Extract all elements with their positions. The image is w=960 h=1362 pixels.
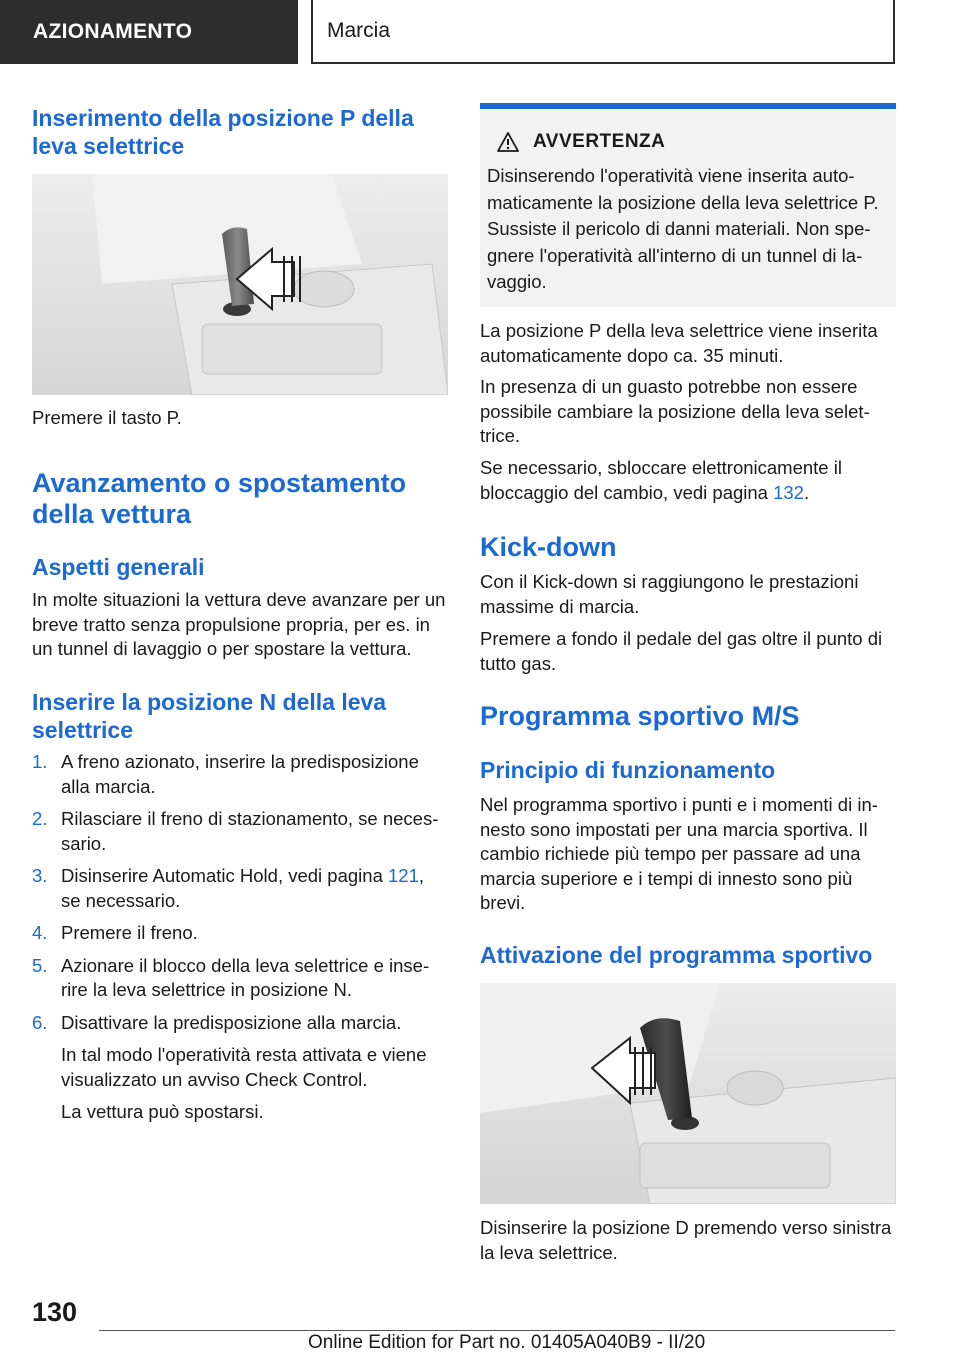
- heading-sport-program: Programma sportivo M/S: [480, 701, 800, 731]
- caption-sport: Disinserire la posizione D premendo verso sinistra la leva selettrice.: [480, 1217, 892, 1263]
- step-number: 6.: [32, 1011, 48, 1033]
- page-number: 130: [32, 1297, 78, 1327]
- step-number: 3.: [32, 865, 48, 886]
- step6-note: La vettura può spostarsi.: [61, 1101, 264, 1122]
- unlock-text: Se necessario, sbloccare elettronicamente il bloccaggio del cambio, vedi pagina: [480, 457, 842, 503]
- step-number: 5.: [32, 954, 48, 976]
- paragraph-principle: Nel programma sportivo i punti e i momenti di innesto sono impostati per una marcia sportiva. Il cambio richiede più tempo per passare ad una marcia superiore e i tempi di innesto sono più brevi.: [480, 794, 878, 913]
- step-text: Premere il freno.: [61, 922, 198, 943]
- gear-selector-image-sport: [480, 983, 896, 1204]
- warning-box: [480, 103, 896, 307]
- paragraph-fault: In presenza di un guasto potrebbe non essere possibile cambiare la posizione della leva selettrice.: [480, 376, 870, 446]
- gear-selector-sport-illustration: [480, 983, 896, 1204]
- list-item: [32, 807, 448, 856]
- gear-selector-image-park: [32, 174, 448, 395]
- warning-text: Disinserendo l'operatività viene inserita automaticamente la posizione della leva selettrice P. Sussiste il pericolo di danni materiali. Non spegnere l'operatività all'interno di un tunnel di lavaggio.: [487, 165, 879, 292]
- list-item: [32, 921, 448, 946]
- unlock-text-tail: .: [803, 481, 810, 503]
- step-number: 2.: [32, 808, 48, 829]
- paragraph-general: In molte situazioni la vettura deve avanzare per un breve tratto senza propulsione propria, per es. in un tunnel di lavaggio o per spostare la vettura.: [32, 589, 446, 659]
- page-link-121[interactable]: 121: [388, 865, 419, 886]
- heading-general: Aspetti generali: [32, 554, 205, 580]
- step-text: Azionare il blocco della leva selettrice e inserire la leva selettrice in posizione N.: [61, 954, 430, 1000]
- warning-triangle-icon: [497, 132, 519, 152]
- section-tab: [0, 0, 298, 64]
- step-text-tail: , se necessario.: [61, 865, 425, 911]
- step6-note: In tal modo l'operatività resta attivata e viene visualizzato un avviso Check Control.: [61, 1044, 427, 1090]
- heading-neutral: Inserire la posizione N della leva selettrice: [32, 689, 387, 743]
- gear-selector-illustration: [32, 174, 448, 395]
- list-item: [32, 864, 448, 913]
- step-text: Rilasciare il freno di stazionamento, se necessario.: [61, 808, 439, 854]
- paragraph-kickdown-2: Premere a fondo il pedale del gas oltre il punto di tutto gas.: [480, 628, 883, 674]
- step-number: 1.: [32, 751, 48, 772]
- paragraph-auto-park: La posizione P della leva selettrice viene inserita automaticamente dopo ca. 35 minuti.: [480, 320, 878, 366]
- chapter-tab: [311, 0, 895, 64]
- heading-kickdown: Kick-down: [480, 532, 617, 562]
- heading-move: Avanzamento o spostamento della vettura: [32, 468, 407, 529]
- footer-edition: Online Edition for Part no. 01405A040B9 - II/20: [308, 1332, 706, 1353]
- list-item: [32, 750, 448, 799]
- step-text: A freno azionato, inserire la predisposizione alla marcia.: [61, 751, 419, 797]
- steps-list: [32, 750, 448, 1133]
- warning-header: [497, 131, 888, 153]
- section-title: AZIONAMENTO: [33, 20, 193, 43]
- list-item: [32, 1011, 448, 1125]
- list-item: [32, 954, 448, 1003]
- step-number: 4.: [32, 922, 48, 943]
- chapter-title: Marcia: [327, 19, 391, 42]
- heading-park: Inserimento della posizione P della leva selettrice: [32, 105, 414, 159]
- caption-park: Premere il tasto P.: [32, 407, 182, 428]
- paragraph-unlock: [480, 456, 896, 505]
- step-text: Disinserire Automatic Hold, vedi pagina: [61, 865, 388, 886]
- warning-title: AVVERTENZA: [533, 131, 666, 152]
- footer-rule: [99, 1330, 895, 1331]
- paragraph-kickdown-1: Con il Kick-down si raggiungono le prestazioni massime di marcia.: [480, 571, 859, 617]
- heading-principle: Principio di funzionamento: [480, 757, 776, 783]
- page-link-132[interactable]: 132: [773, 481, 804, 503]
- heading-activate-sport: Attivazione del programma sportivo: [480, 942, 873, 968]
- step-text: Disattivare la predisposizione alla marcia.: [61, 1011, 402, 1033]
